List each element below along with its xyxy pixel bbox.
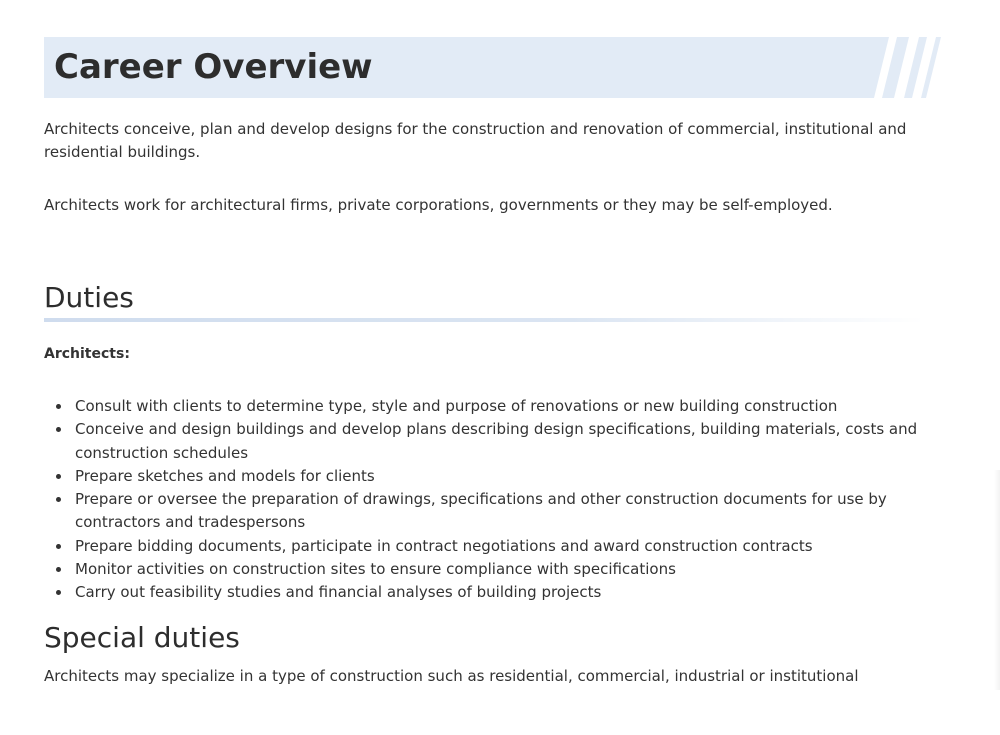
special-duties-text: Architects may specialize in a type of construction such as residential, commercial, industrial or institutional — [44, 667, 859, 685]
overview-paragraph: Architects conceive, plan and develop designs for the construction and renovation of commercial, institutional and residential buildings. — [44, 120, 907, 161]
list-item — [75, 558, 935, 581]
duties-list — [44, 395, 935, 605]
list-item-text: Prepare or oversee the preparation of drawings, specifications and other construction documents for use by contractors and tradespersons — [75, 490, 887, 532]
list-item — [75, 395, 935, 418]
page-title: Career Overview — [54, 47, 373, 87]
list-item — [75, 581, 935, 604]
duties-heading: Duties — [44, 281, 134, 314]
list-item-text: Prepare sketches and models for clients — [75, 466, 375, 485]
list-item-text: Consult with clients to determine type, style and purpose of renovations or new building construction — [75, 397, 838, 415]
list-item-text: Prepare bidding documents, participate in contract negotiations and award construction contracts — [75, 536, 813, 555]
special-duties-heading: Special duties — [44, 621, 240, 654]
bullet-icon — [56, 544, 61, 549]
scroll-edge-shadow — [994, 470, 1000, 690]
bullet-icon — [56, 474, 61, 479]
career-overview-banner — [44, 37, 944, 98]
duties-subheading: Architects: — [44, 346, 130, 362]
list-item-text: Conceive and design buildings and develop plans describing design specifications, building materials, costs and construction schedules — [75, 420, 918, 462]
bullet-icon — [56, 404, 61, 409]
bullet-icon — [56, 567, 61, 572]
bullet-icon — [56, 427, 61, 432]
bullet-icon — [56, 590, 61, 595]
list-item-text: Carry out feasibility studies and financial analyses of building projects — [75, 583, 602, 602]
overview-paragraph: Architects work for architectural firms, private corporations, governments or they may be self-employed. — [44, 196, 833, 214]
list-item-text: Monitor activities on construction sites to ensure compliance with specifications — [75, 560, 676, 579]
list-item — [75, 418, 935, 465]
list-item — [75, 488, 935, 535]
list-item — [75, 465, 935, 488]
banner-stripes-decoration — [864, 37, 944, 98]
list-item — [75, 535, 935, 558]
section-divider — [44, 318, 924, 322]
bullet-icon — [56, 497, 61, 502]
